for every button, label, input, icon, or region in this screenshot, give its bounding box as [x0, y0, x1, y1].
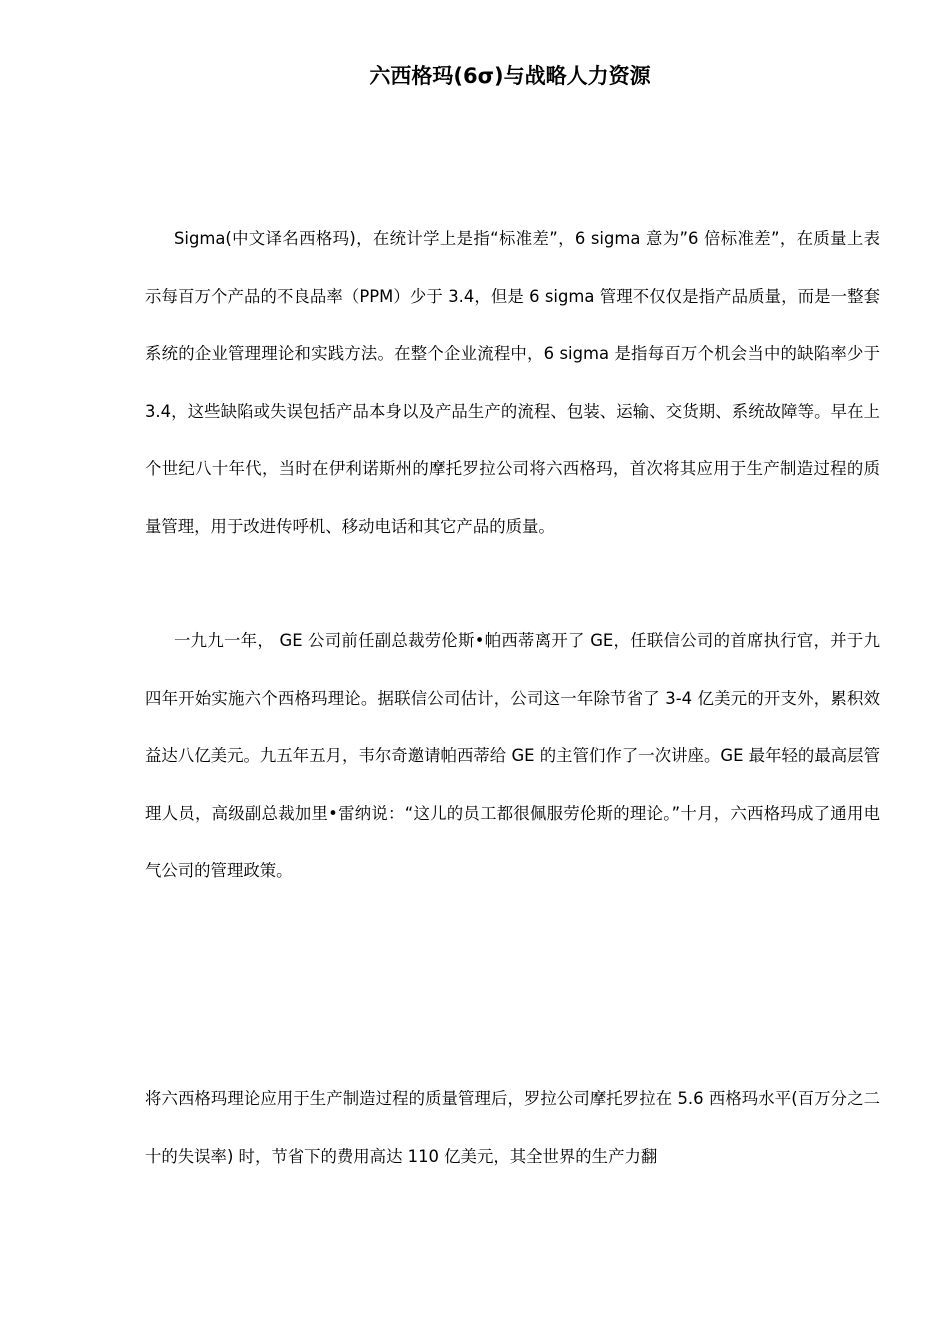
paragraph-ge-history: 一九九一年， GE 公司前任副总裁劳伦斯•帕西蒂离开了 GE，任联信公司的首席执行官，并于九四年开始实施六个西格玛理论。据联信公司估计，公司这一年除节省了 3-4 亿美元的开支外，累积效益达八亿美元。九五年五月，韦尔奇邀请帕西蒂给 GE 的主管们作了一次讲座。GE 最年轻的最高层管理人员，高级副总裁加里•雷纳说：“这儿的员工都很佩服劳伦斯的理论。”十月，六西格玛成了通用电气公司的管理政策。	[145, 631, 880, 880]
paragraph-sigma-definition: Sigma(中文译名西格玛)，在统计学上是指“标准差”，6 sigma 意为”6 倍标准差”，在质量上表示每百万个产品的不良品率（PPM）少于 3.4，但是 6 sigma 管理不仅仅是指产品质量，而是一整套系统的企业管理理论和实践方法。在整个企业流程中，6 sigma 是指每百万个机会当中的缺陷率少于 3.4，这些缺陷或失误包括产品本身以及产品生产的流程、包装、运输、交货期、系统故障等。早在上个世纪八十年代，当时在伊利诺斯州的摩托罗拉公司将六西格玛，首次将其应用于生产制造过程的质量管理，用于改进传呼机、移动电话和其它产品的质量。	[145, 229, 880, 536]
document-title: 六西格玛(6σ)与战略人力资源	[369, 64, 651, 88]
paragraph-motorola-results: 将六西格玛理论应用于生产制造过程的质量管理后，罗拉公司摩托罗拉在 5.6 西格玛水平(百万分之二十的失误率) 时，节省下的费用高达 110 亿美元，其全世界的生产力翻	[145, 1089, 880, 1166]
